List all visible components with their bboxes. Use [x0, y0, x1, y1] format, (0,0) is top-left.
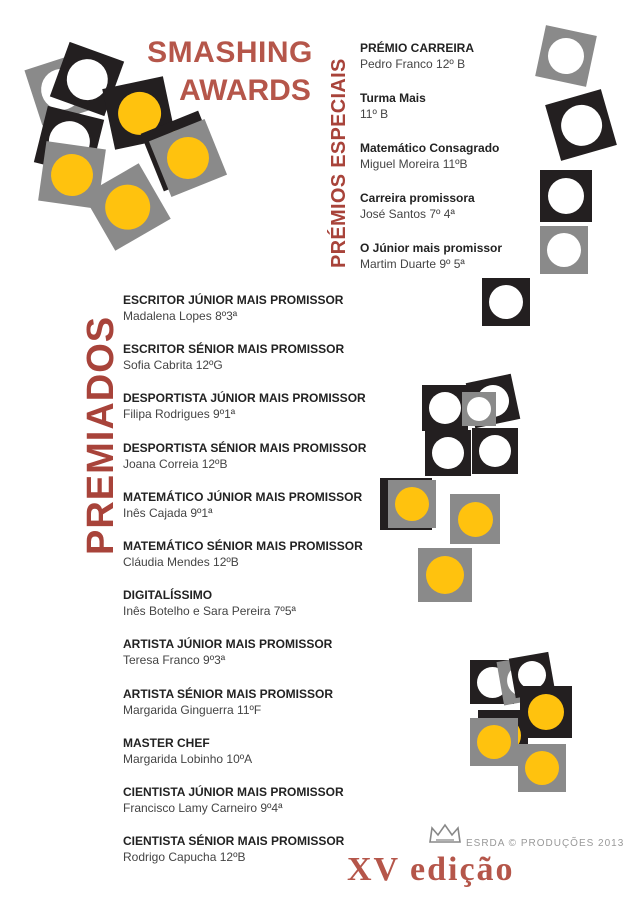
decorative-tile: [462, 392, 496, 426]
special-award-entry: [360, 40, 550, 90]
award-category: MATEMÁTICO SÉNIOR MAIS PROMISSOR: [123, 538, 363, 553]
award-entry: [123, 341, 373, 390]
award-category: ESCRITOR SÉNIOR MAIS PROMISSOR: [123, 342, 345, 357]
award-entry: [123, 636, 373, 685]
decorative-circle: [161, 131, 216, 186]
decorative-circle: [426, 556, 464, 594]
award-winner: Joana Correia 12ºB: [123, 456, 228, 471]
award-entry: [123, 489, 373, 538]
award-winner: Inês Botelho e Sara Pereira 7º5ª: [123, 604, 296, 619]
award-entry: [123, 587, 373, 636]
award-category: DIGITALÍSSIMO: [123, 588, 213, 603]
decorative-circle: [547, 233, 581, 267]
award-winner: Margarida Lobinho 10ºA: [123, 751, 253, 766]
awards-heading: PREMIADOS: [80, 315, 122, 555]
award-winner: Inês Cajada 9º1ª: [123, 505, 213, 520]
special-award-category: PRÉMIO CARREIRA: [360, 41, 475, 55]
awards-list: [123, 292, 373, 882]
award-winner: Rodrigo Capucha 12ºB: [123, 850, 246, 865]
decorative-circle: [556, 100, 607, 151]
decorative-circle: [548, 178, 584, 214]
decorative-tile: [470, 718, 518, 766]
special-award-entry: [360, 190, 550, 240]
award-category: CIENTISTA SÉNIOR MAIS PROMISSOR: [123, 834, 345, 849]
decorative-tile: [545, 89, 617, 161]
award-entry: [123, 735, 373, 784]
decorative-circle: [525, 751, 559, 785]
special-award-winner: 11º B: [360, 107, 389, 121]
special-award-category: Matemático Consagrado: [360, 141, 500, 155]
award-entry: [123, 833, 373, 882]
special-award-winner: Pedro Franco 12º B: [360, 57, 466, 71]
special-awards-list: [360, 40, 550, 290]
award-category: DESPORTISTA JÚNIOR MAIS PROMISSOR: [123, 391, 366, 406]
special-awards-heading: PRÉMIOS ESPECIAIS: [328, 58, 350, 268]
award-entry: [123, 440, 373, 489]
decorative-circle: [395, 487, 429, 521]
award-entry: [123, 538, 373, 587]
crown-logo: [428, 822, 462, 844]
special-award-winner: Martim Duarte 9º 5ª: [360, 257, 465, 271]
award-winner: Sofia Cabrita 12ºG: [123, 358, 223, 373]
footer-brand: ESRDA © PRODUÇÕES 2013: [466, 838, 625, 849]
award-category: DESPORTISTA SÉNIOR MAIS PROMISSOR: [123, 440, 367, 455]
award-category: CIENTISTA JÚNIOR MAIS PROMISSOR: [123, 784, 344, 799]
decorative-circle: [97, 176, 158, 237]
decorative-tile: [518, 744, 566, 792]
decorative-circle: [467, 397, 491, 421]
award-category: ARTISTA JÚNIOR MAIS PROMISSOR: [123, 637, 333, 652]
title-smashing: SMASHING: [147, 36, 313, 69]
award-entry: [123, 784, 373, 833]
special-award-winner: José Santos 7º 4ª: [360, 207, 455, 221]
award-entry: [123, 390, 373, 439]
decorative-circle: [432, 437, 464, 469]
award-winner: Teresa Franco 9º3ª: [123, 653, 226, 668]
special-award-entry: [360, 140, 550, 190]
award-category: MATEMÁTICO JÚNIOR MAIS PROMISSOR: [123, 489, 363, 504]
award-winner: Margarida Ginguerra 11ºF: [123, 702, 262, 717]
decorative-circle: [479, 435, 511, 467]
decorative-tile: [418, 548, 472, 602]
decorative-circle: [545, 35, 588, 78]
decorative-tile: [425, 430, 471, 476]
award-winner: Cláudia Mendes 12ºB: [123, 554, 239, 569]
decorative-circle: [458, 502, 493, 537]
decorative-tile: [472, 428, 518, 474]
decorative-circle: [489, 285, 523, 319]
decorative-circle: [477, 725, 511, 759]
special-award-winner: Miguel Moreira 11ºB: [360, 157, 468, 171]
award-category: MASTER CHEF: [123, 735, 210, 750]
special-award-category: Turma Mais: [360, 91, 426, 105]
special-award-category: O Júnior mais promissor: [360, 241, 503, 255]
award-category: ARTISTA SÉNIOR MAIS PROMISSOR: [123, 686, 334, 701]
decorative-circle: [429, 392, 461, 424]
special-award-entry: [360, 240, 550, 290]
award-category: ESCRITOR JÚNIOR MAIS PROMISSOR: [123, 293, 344, 307]
special-award-category: Carreira promissora: [360, 191, 475, 205]
decorative-circle: [528, 694, 564, 730]
award-winner: Madalena Lopes 8º3ª: [123, 309, 238, 323]
award-entry: [123, 292, 373, 341]
award-entry: [123, 686, 373, 735]
award-winner: Francisco Lamy Carneiro 9º4ª: [123, 800, 283, 815]
footer-edition: XV edição: [347, 851, 515, 888]
decorative-tile: [388, 480, 436, 528]
decorative-tile: [450, 494, 500, 544]
special-award-entry: [360, 90, 550, 140]
award-winner: Filipa Rodrigues 9º1ª: [123, 407, 236, 422]
title-awards: AWARDS: [179, 74, 311, 107]
